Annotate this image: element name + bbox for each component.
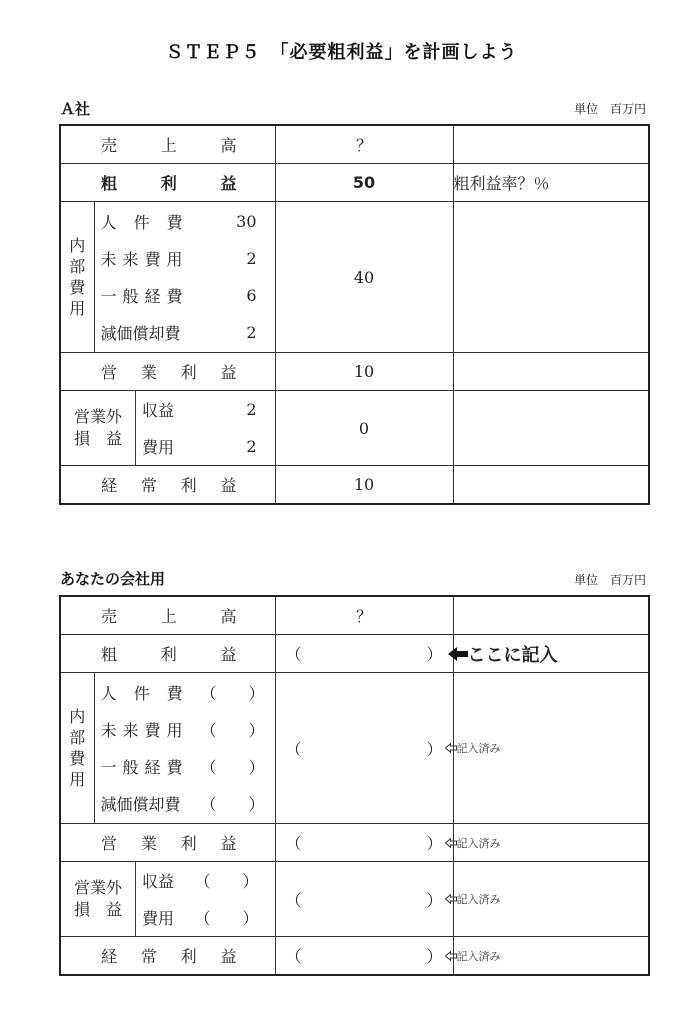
ordinary-profit-label xyxy=(60,937,275,976)
paren-close: ） xyxy=(248,758,265,777)
list-item[interactable] xyxy=(136,862,275,899)
paren-open: （ xyxy=(285,739,302,759)
non-operating-row xyxy=(60,391,649,466)
unit-label: 単位 xyxy=(574,573,599,587)
label-char: 費 xyxy=(69,749,86,768)
ordinary-profit-note xyxy=(453,466,649,505)
paren-close: ） xyxy=(242,909,259,928)
example-table xyxy=(59,124,650,505)
non-operating-note xyxy=(453,862,649,937)
label-line: 営業外 xyxy=(73,878,122,897)
label-char: 営 xyxy=(101,834,118,853)
operating-profit-row xyxy=(60,824,649,862)
label-char: 益 xyxy=(220,947,237,966)
non-operating-row xyxy=(60,862,649,937)
label-char: 益 xyxy=(220,645,237,664)
arrow-left-outline-icon xyxy=(445,838,457,848)
paren-open: （ xyxy=(194,909,211,928)
ordinary-profit-input[interactable] xyxy=(275,937,453,976)
label-char: 益 xyxy=(220,834,237,853)
list-item xyxy=(95,240,275,277)
list-item xyxy=(136,428,275,465)
label-line: 損 益 xyxy=(73,429,122,448)
label-char: 上 xyxy=(160,136,177,155)
label-char: 粗 xyxy=(101,174,118,193)
paren-open: （ xyxy=(194,872,211,891)
label-char: 高 xyxy=(220,136,237,155)
label-char: 用 xyxy=(69,299,86,318)
your-unit xyxy=(574,571,646,588)
label-char: 業 xyxy=(140,363,157,382)
internal-costs-note xyxy=(453,673,649,824)
label-char: 益 xyxy=(220,363,237,382)
non-operating-label xyxy=(61,391,136,465)
list-item[interactable] xyxy=(95,748,275,785)
operating-profit-value: 10 xyxy=(275,353,453,391)
paren-open: （ xyxy=(285,947,302,966)
label-char: 益 xyxy=(220,174,237,193)
label-char: 部 xyxy=(69,257,86,276)
item-name: 収益 xyxy=(142,401,175,420)
label-char: 内 xyxy=(69,707,86,726)
paren-close: ） xyxy=(242,872,259,891)
paren-close: ） xyxy=(248,684,265,703)
sales-label xyxy=(60,596,275,635)
label-char: 費 xyxy=(69,278,86,297)
item-name: 未来費用 xyxy=(100,721,189,740)
paren-open: （ xyxy=(200,758,217,777)
operating-profit-label xyxy=(60,824,275,862)
list-item[interactable] xyxy=(95,785,275,822)
label-char: 利 xyxy=(180,476,197,495)
internal-costs-row xyxy=(60,673,649,824)
item-name: 人 件 費 xyxy=(100,213,189,232)
your-table xyxy=(59,595,650,976)
item-value: 2 xyxy=(246,323,257,342)
page-title: ＳＴＥＰ５ 「必要粗利益」を計画しよう xyxy=(165,42,518,63)
fill-here-note: ここに記入 xyxy=(467,644,558,666)
label-char: 上 xyxy=(160,607,177,626)
internal-costs-row xyxy=(60,202,649,353)
gross-profit-note: 粗利益率？％ xyxy=(453,164,649,202)
item-value: 2 xyxy=(246,437,257,456)
non-operating-items xyxy=(136,391,275,465)
sales-row xyxy=(60,125,649,164)
label-char: 売 xyxy=(101,607,118,626)
paren-close: ） xyxy=(426,739,443,759)
item-value: 30 xyxy=(236,212,257,231)
paren-open: （ xyxy=(200,721,217,740)
done-note: 記入済み xyxy=(456,893,501,906)
label-char: 利 xyxy=(160,645,177,664)
internal-costs-items xyxy=(94,673,275,824)
arrow-left-outline-icon xyxy=(445,894,457,904)
done-note: 記入済み xyxy=(456,949,501,963)
internal-costs-items xyxy=(94,202,275,353)
arrow-left-icon xyxy=(448,647,468,661)
label-char: 常 xyxy=(140,947,157,966)
paren-close: ） xyxy=(426,947,443,966)
label-line: 営業外 xyxy=(73,407,122,426)
label-char: 業 xyxy=(140,834,157,853)
label-char: 営 xyxy=(101,363,118,382)
operating-profit-input[interactable] xyxy=(275,824,453,862)
sales-value: ？ xyxy=(275,125,453,164)
paren-close: ） xyxy=(426,890,443,910)
item-value: 6 xyxy=(246,286,257,305)
sales-note xyxy=(453,125,649,164)
non-operating-items xyxy=(136,862,275,936)
label-char: 利 xyxy=(180,363,197,382)
done-note: 記入済み xyxy=(456,836,501,850)
operating-profit-row xyxy=(60,353,649,391)
example-heading: Ａ社 xyxy=(60,100,91,118)
arrow-left-outline-icon xyxy=(445,743,457,753)
non-operating-label xyxy=(61,862,136,936)
non-operating-input[interactable] xyxy=(275,862,453,937)
list-item xyxy=(95,314,275,351)
paren-close: ） xyxy=(248,721,265,740)
item-name: 収益 xyxy=(142,872,175,891)
non-operating-note xyxy=(453,391,649,466)
sales-row xyxy=(60,596,649,635)
non-operating-total: 0 xyxy=(275,391,453,466)
paren-open: （ xyxy=(285,890,302,910)
list-item[interactable] xyxy=(136,899,275,936)
gross-profit-label xyxy=(60,635,275,673)
label-char: 利 xyxy=(180,947,197,966)
gross-profit-row xyxy=(60,635,649,673)
gross-profit-row xyxy=(60,164,649,202)
label-char: 経 xyxy=(101,947,118,966)
non-operating-cell xyxy=(60,391,275,466)
label-char: 利 xyxy=(160,174,177,193)
label-line: 損 益 xyxy=(73,900,122,919)
item-name: 未来費用 xyxy=(100,250,189,269)
gross-profit-note xyxy=(453,635,649,673)
paren-open: （ xyxy=(200,684,217,703)
item-value: 2 xyxy=(246,400,257,419)
list-item xyxy=(95,203,275,240)
label-char: 高 xyxy=(220,607,237,626)
paren-close: ） xyxy=(426,834,443,853)
gross-profit-input[interactable] xyxy=(275,635,453,673)
ordinary-profit-value: 10 xyxy=(275,466,453,505)
your-heading: あなたの会社用 xyxy=(60,570,166,588)
paren-close: ） xyxy=(248,795,265,814)
item-name: 一般経費 xyxy=(100,758,189,777)
unit-label: 単位 xyxy=(574,102,599,116)
list-item[interactable] xyxy=(95,674,275,711)
internal-costs-label xyxy=(60,673,94,824)
gross-profit-value: 50 xyxy=(275,164,453,202)
paren-open: （ xyxy=(200,795,217,814)
arrow-left-outline-icon xyxy=(445,951,457,961)
unit-value: 百万円 xyxy=(609,102,646,116)
item-value: 2 xyxy=(246,249,257,268)
sales-note xyxy=(453,596,649,635)
gross-profit-label xyxy=(60,164,275,202)
paren-close: ） xyxy=(426,645,443,664)
item-name: 費用 xyxy=(142,438,175,457)
label-char: 売 xyxy=(101,136,118,155)
paren-open: （ xyxy=(285,834,302,853)
list-item xyxy=(95,277,275,314)
non-operating-cell xyxy=(60,862,275,937)
label-char: 粗 xyxy=(101,645,118,664)
ordinary-profit-note xyxy=(453,937,649,976)
operating-profit-note xyxy=(453,824,649,862)
label-char: 用 xyxy=(69,770,86,789)
list-item[interactable] xyxy=(95,711,275,748)
label-char: 経 xyxy=(101,476,118,495)
ordinary-profit-row xyxy=(60,466,649,505)
example-unit xyxy=(574,100,646,117)
item-name: 人 件 費 xyxy=(100,684,189,703)
label-char: 常 xyxy=(140,476,157,495)
label-char: 内 xyxy=(69,236,86,255)
paren-open: （ xyxy=(285,645,302,664)
item-name: 費用 xyxy=(142,909,175,928)
internal-costs-input[interactable] xyxy=(275,673,453,824)
sales-label xyxy=(60,125,275,164)
label-char: 利 xyxy=(180,834,197,853)
ordinary-profit-label xyxy=(60,466,275,505)
unit-value: 百万円 xyxy=(609,573,646,587)
list-item xyxy=(136,391,275,428)
operating-profit-label xyxy=(60,353,275,391)
item-name: 減価償却費 xyxy=(100,795,181,814)
internal-costs-label xyxy=(60,202,94,353)
item-name: 減価償却費 xyxy=(100,324,181,343)
done-note: 記入済み xyxy=(456,742,501,755)
internal-costs-note xyxy=(453,202,649,353)
label-char: 部 xyxy=(69,728,86,747)
operating-profit-note xyxy=(453,353,649,391)
sales-value: ？ xyxy=(275,596,453,635)
internal-costs-total: 40 xyxy=(275,202,453,353)
ordinary-profit-row xyxy=(60,937,649,976)
item-name: 一般経費 xyxy=(100,287,189,306)
label-char: 益 xyxy=(220,476,237,495)
